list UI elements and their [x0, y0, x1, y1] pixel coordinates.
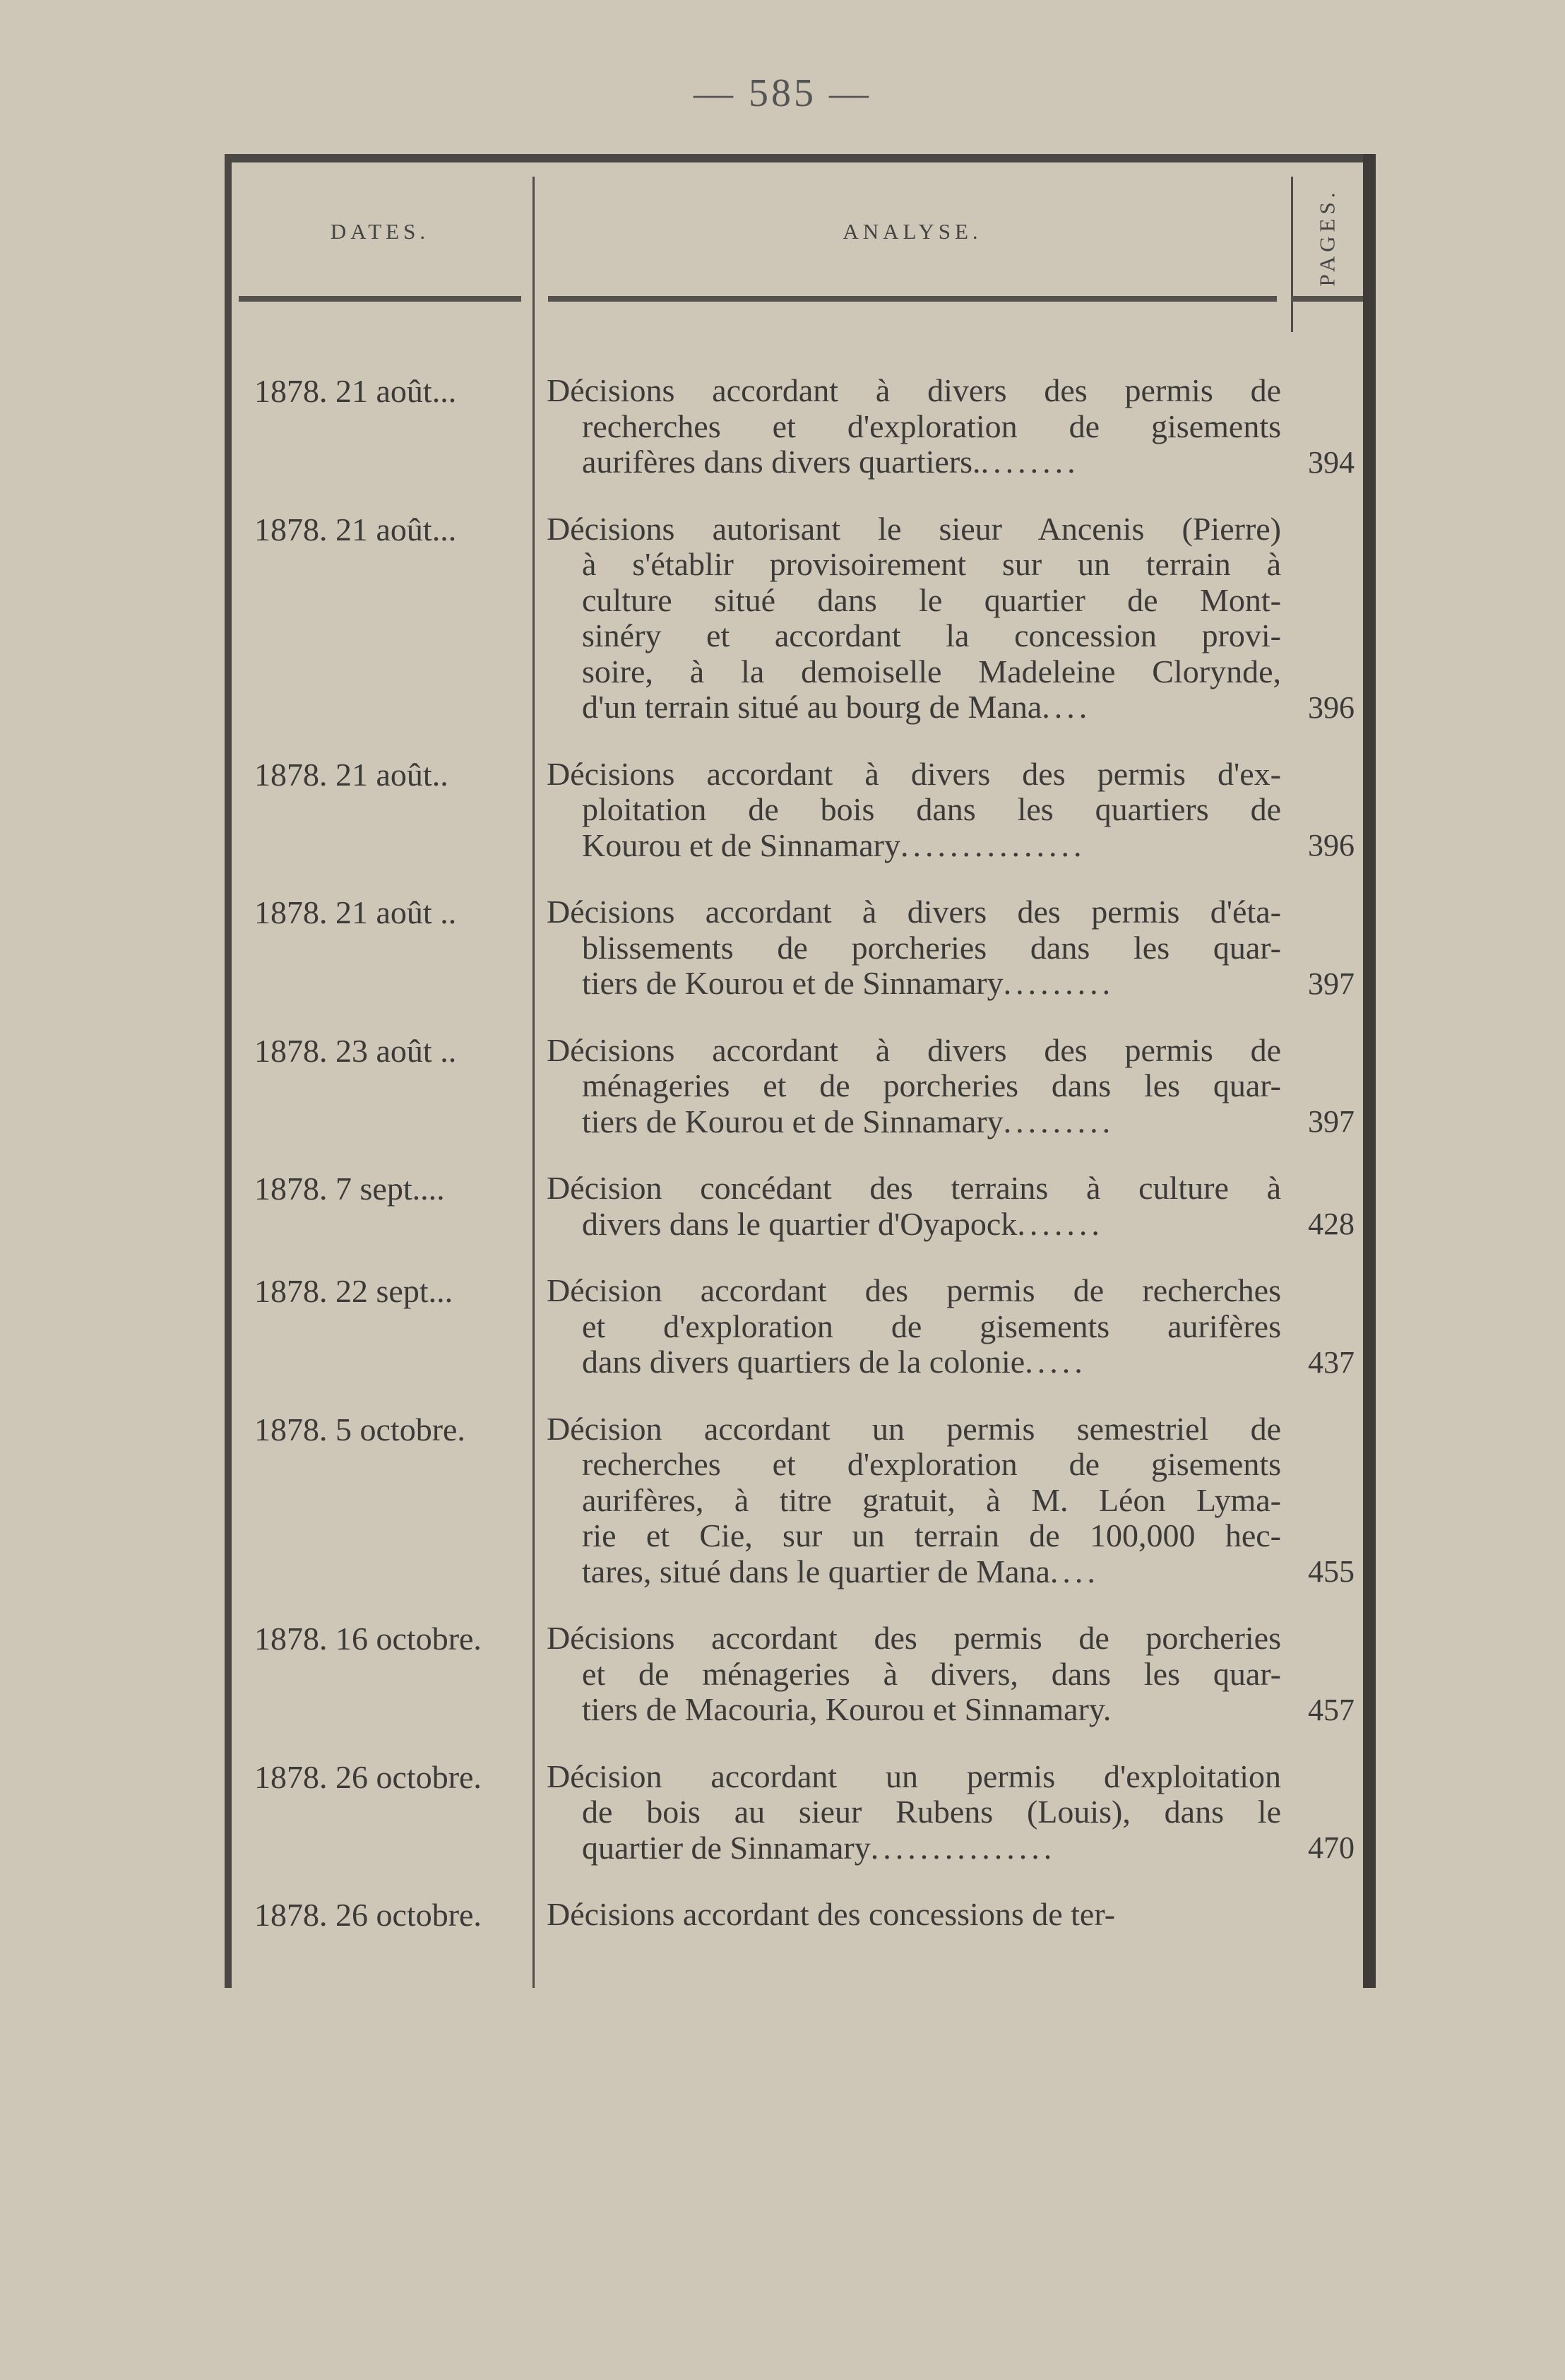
- table-row: [225, 1273, 1376, 1380]
- column-header-dates: DATES.: [330, 219, 430, 244]
- entry-page-ref: 396: [1308, 689, 1355, 725]
- entry-date: 1878. 21 août...: [254, 373, 457, 409]
- entry-analysis: [547, 1759, 1281, 1866]
- entry-page-ref: 437: [1308, 1344, 1355, 1380]
- column-header-pages-label: PAGES.: [1315, 188, 1340, 287]
- analysis-line: [547, 1207, 1281, 1243]
- entry-analysis: [547, 1897, 1281, 1933]
- analysis-line: Décisions accordant à divers des permis d'éta-: [547, 894, 1281, 930]
- entry-date: 1878. 22 sept...: [254, 1273, 453, 1309]
- page-number: — 585 —: [694, 71, 871, 115]
- dot-leader: .....: [1025, 1344, 1087, 1380]
- table-row: [225, 757, 1376, 864]
- analysis-line: recherches et d'exploration de gisements: [582, 1446, 1281, 1482]
- analysis-line: sinéry et accordant la concession provi-: [582, 617, 1281, 653]
- table-row: [225, 894, 1376, 1002]
- dot-leader: [1111, 1692, 1281, 1728]
- analysis-line-text: dans divers quartiers de la colonie: [582, 1344, 1025, 1380]
- entry-date: 1878. 21 août...: [254, 511, 457, 547]
- analysis-line: et de ménageries à divers, dans les quar-: [582, 1655, 1281, 1692]
- table-row: [225, 1171, 1376, 1242]
- table-row: [225, 1033, 1376, 1140]
- analysis-line: Décision accordant un permis semestriel de: [547, 1410, 1281, 1447]
- entry-analysis: [547, 1273, 1281, 1380]
- table-row: [225, 373, 1376, 480]
- entry-analysis: [547, 757, 1281, 864]
- analysis-line-text: aurifères dans divers quartiers.: [582, 444, 981, 480]
- header-rule-analyse: [548, 296, 1277, 302]
- entry-page-ref: 394: [1308, 444, 1355, 480]
- table-body: [225, 373, 1376, 1964]
- analysis-line: ménageries et de porcheries dans les quar-: [582, 1067, 1281, 1103]
- analysis-line: Décision accordant un permis d'exploitation: [547, 1758, 1281, 1794]
- analysis-line: recherches et d'exploration de gisements: [582, 408, 1281, 444]
- analysis-line: [547, 444, 1281, 480]
- analysis-line: [547, 1830, 1281, 1866]
- entry-date: 1878. 21 août ..: [254, 894, 457, 930]
- column-header-pages: [1298, 181, 1357, 294]
- entry-analysis: [547, 1033, 1281, 1140]
- analysis-line: [547, 1344, 1281, 1380]
- entry-date: 1878. 26 octobre.: [254, 1758, 482, 1795]
- column-header-analyse: ANALYSE.: [843, 219, 982, 244]
- analysis-line-text: tiers de Kourou et de Sinnamary: [582, 1103, 1004, 1139]
- dot-leader: ...............: [870, 1830, 1057, 1866]
- entry-date: 1878. 16 octobre.: [254, 1621, 482, 1657]
- analysis-line-text: quartier de Sinnamary: [582, 1829, 871, 1866]
- entry-page-ref: 428: [1308, 1207, 1355, 1241]
- entry-analysis: [547, 1171, 1281, 1242]
- analysis-line: [547, 1104, 1281, 1140]
- analysis-line-text: divers dans le quartier d'Oyapock: [582, 1205, 1018, 1242]
- column-divider-pages: [1291, 177, 1293, 332]
- entry-date: 1878. 26 octobre.: [254, 1897, 482, 1933]
- analysis-line: Décisions accordant à divers des permis d'ex-: [547, 755, 1281, 792]
- dot-leader: ....: [1042, 689, 1092, 725]
- entry-page-ref: 397: [1308, 1104, 1355, 1139]
- analysis-line: ploitation de bois dans les quartiers de: [582, 791, 1281, 827]
- analysis-line: Décisions accordant à divers des permis de: [547, 1031, 1281, 1068]
- entry-page-ref: 397: [1308, 966, 1355, 1001]
- table-row: [225, 1759, 1376, 1866]
- analysis-line: [547, 1692, 1281, 1728]
- entry-date: 1878. 7 sept....: [254, 1171, 445, 1207]
- index-table: [225, 154, 1376, 1988]
- analysis-line-text: tiers de Macouria, Kourou et Sinnamary.: [582, 1691, 1112, 1727]
- analysis-line: rie et Cie, sur un terrain de 100,000 hec-: [582, 1517, 1281, 1553]
- entry-date: 1878. 21 août..: [254, 756, 448, 793]
- analysis-line: soire, à la demoiselle Madeleine Clorynde,: [582, 653, 1281, 689]
- analysis-line-text: tares, situé dans le quartier de Mana: [582, 1553, 1050, 1589]
- dot-leader: ........: [980, 444, 1080, 480]
- analysis-line: [547, 689, 1281, 726]
- analysis-line: [547, 1554, 1281, 1590]
- dot-leader: .........: [1003, 1103, 1115, 1139]
- analysis-line: à s'établir provisoirement sur un terrain à: [582, 546, 1281, 582]
- entry-analysis: [547, 894, 1281, 1002]
- analysis-line: blissements de porcheries dans les quar-: [582, 929, 1281, 966]
- dot-leader: ...............: [900, 827, 1086, 863]
- analysis-line: de bois au sieur Rubens (Louis), dans le: [582, 1794, 1281, 1830]
- analysis-line-text: tiers de Kourou et de Sinnamary: [582, 965, 1004, 1001]
- dot-leader: .......: [1017, 1206, 1104, 1242]
- entry-analysis: [547, 1411, 1281, 1590]
- analysis-line: Décisions accordant des permis de porcheries: [547, 1620, 1281, 1656]
- analysis-line: Décision concédant des terrains à culture à: [547, 1170, 1281, 1206]
- dot-leader: ....: [1049, 1553, 1100, 1589]
- entry-page-ref: 396: [1308, 828, 1355, 863]
- entry-page-ref: 455: [1308, 1554, 1355, 1589]
- analysis-line-text: Kourou et de Sinnamary: [582, 827, 900, 863]
- table-top-rule: [225, 154, 1376, 162]
- header-rule-pages: [1291, 296, 1363, 302]
- header-rule-dates: [239, 296, 521, 302]
- analysis-line: Décisions autorisant le sieur Ancenis (Pierre): [547, 510, 1281, 547]
- analysis-line: Décision accordant des permis de recherches: [547, 1272, 1281, 1308]
- entry-analysis: [547, 511, 1281, 726]
- analysis-line-text: d'un terrain situé au bourg de Mana: [582, 689, 1042, 725]
- table-row: [225, 1897, 1376, 1933]
- analysis-line: culture situé dans le quartier de Mont-: [582, 581, 1281, 618]
- analysis-line: et d'exploration de gisements aurifères: [582, 1308, 1281, 1344]
- analysis-line: [547, 966, 1281, 1002]
- entry-page-ref: 470: [1308, 1830, 1355, 1865]
- entry-date: 1878. 5 octobre.: [254, 1411, 465, 1447]
- analysis-line: Décisions accordant à divers des permis de: [547, 372, 1281, 408]
- table-row: [225, 1621, 1376, 1728]
- entry-date: 1878. 23 août ..: [254, 1032, 457, 1069]
- entry-page-ref: 457: [1308, 1692, 1355, 1727]
- entry-analysis: [547, 1621, 1281, 1728]
- table-row: [225, 511, 1376, 726]
- analysis-line: [547, 828, 1281, 864]
- dot-leader: .........: [1003, 966, 1115, 1001]
- analysis-line: aurifères, à titre gratuit, à M. Léon Lyma-: [582, 1481, 1281, 1518]
- entry-analysis: [547, 373, 1281, 480]
- table-row: [225, 1411, 1376, 1590]
- analysis-line: Décisions accordant des concessions de ter-: [547, 1896, 1116, 1932]
